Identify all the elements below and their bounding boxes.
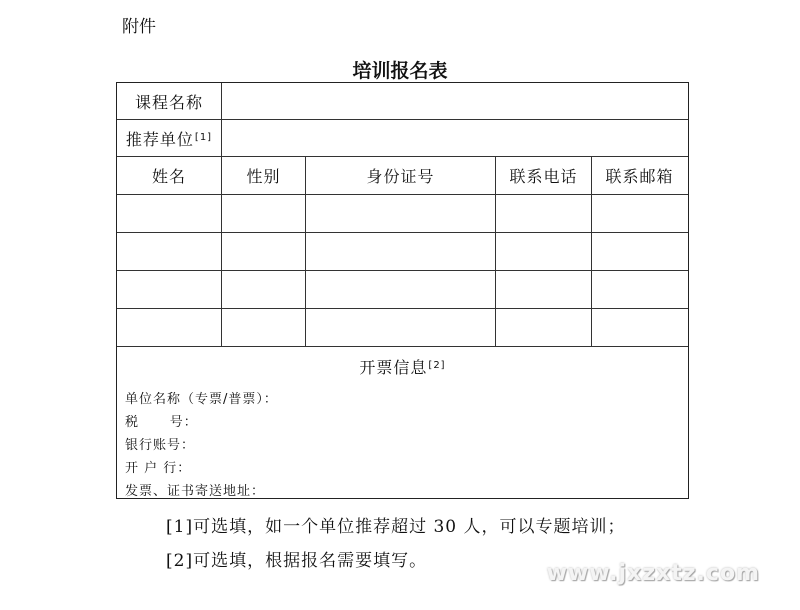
invoice-bank-account-field[interactable]: 银行账号： xyxy=(125,438,196,453)
footnote-1: [1]可选填，如一个单位推荐超过 30 人，可以专题培训； xyxy=(166,517,626,537)
column-header-name: 姓名 xyxy=(151,167,186,186)
registration-form-table xyxy=(116,82,689,499)
table-cell-gender[interactable] xyxy=(222,271,305,308)
row-divider xyxy=(117,346,688,347)
table-cell-phone[interactable] xyxy=(496,309,591,346)
footnote-ref-1: [1] xyxy=(194,132,213,143)
footnote-2: [2]可选填，根据报名需要填写。 xyxy=(166,551,428,571)
site-watermark: www.jxzxtz.com xyxy=(546,561,760,586)
recommending-unit-field[interactable] xyxy=(222,120,688,156)
table-cell-name[interactable] xyxy=(117,195,221,232)
form-title: 培训报名表 xyxy=(352,60,448,82)
table-cell-email[interactable] xyxy=(592,309,687,346)
table-cell-name[interactable] xyxy=(117,271,221,308)
column-header-gender: 性别 xyxy=(246,167,281,186)
table-cell-email[interactable] xyxy=(592,233,687,270)
table-cell-phone[interactable] xyxy=(496,271,591,308)
course-name-field[interactable] xyxy=(222,83,688,119)
table-cell-id-number[interactable] xyxy=(306,309,495,346)
table-cell-email[interactable] xyxy=(592,271,687,308)
invoice-mailing-address-field[interactable]: 发票、证书寄送地址： xyxy=(125,484,266,499)
recommending-unit-cell xyxy=(117,120,221,156)
table-cell-name[interactable] xyxy=(117,309,221,346)
annex-label: 附件 xyxy=(122,17,156,37)
footnote-ref-2: [2] xyxy=(428,360,446,371)
invoice-section-title xyxy=(117,351,688,381)
table-cell-gender[interactable] xyxy=(222,309,305,346)
column-header-phone: 联系电话 xyxy=(509,167,578,186)
table-cell-gender[interactable] xyxy=(222,233,305,270)
recommending-unit-label: 推荐单位 xyxy=(125,129,194,149)
table-cell-gender[interactable] xyxy=(222,195,305,232)
table-cell-name[interactable] xyxy=(117,233,221,270)
table-cell-id-number[interactable] xyxy=(306,195,495,232)
invoice-bank-field[interactable]: 开 户 行： xyxy=(125,461,192,476)
table-cell-phone[interactable] xyxy=(496,233,591,270)
table-cell-phone[interactable] xyxy=(496,195,591,232)
table-cell-id-number[interactable] xyxy=(306,271,495,308)
table-cell-email[interactable] xyxy=(592,195,687,232)
column-header-id-number: 身份证号 xyxy=(366,167,435,186)
course-name-label: 课程名称 xyxy=(134,92,203,112)
column-header-email: 联系邮箱 xyxy=(605,167,674,186)
table-cell-id-number[interactable] xyxy=(306,233,495,270)
invoice-tax-number-field[interactable]: 税 号： xyxy=(125,415,198,430)
invoice-title: 开票信息 xyxy=(359,357,428,377)
invoice-unit-name-field[interactable]: 单位名称（专票/普票）： xyxy=(125,392,278,407)
